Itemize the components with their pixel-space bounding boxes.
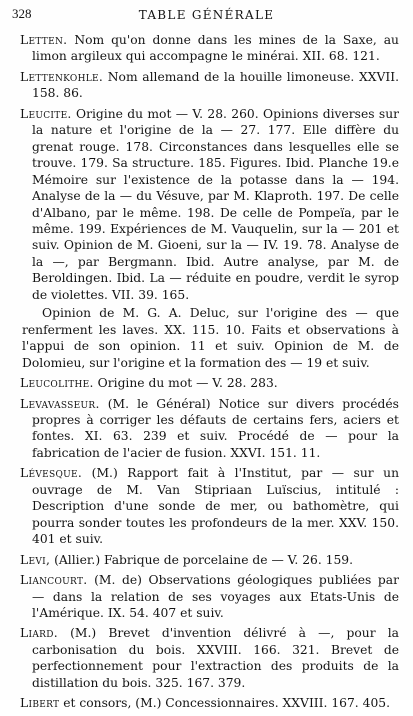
entry-text: (Allier.) Fabrique de porcelaine de — V. 26. 159.: [54, 552, 354, 567]
index-entry: [0, 375, 413, 391]
index-entry: [0, 32, 413, 65]
entry-headword: Lévesque.: [20, 466, 83, 481]
page-number: 328: [12, 6, 32, 21]
index-entry: [0, 552, 413, 568]
index-entry: [0, 625, 413, 691]
index-entry: [0, 572, 413, 621]
page-header: [0, 6, 413, 26]
index-entry: [0, 396, 413, 462]
index-entry: [0, 69, 413, 102]
entry-text: et consors, (M.) Concessionnaires. XXVIII. 167. 405.: [63, 696, 391, 711]
entry-headword: Liard.: [20, 626, 58, 641]
entry-headword: Libert: [20, 696, 60, 711]
running-title: TABLE GÉNÉRALE: [138, 8, 275, 22]
index-entry: [0, 695, 413, 711]
entry-text: Nom allemand de la houille limoneuse. XXVII. 158. 86.: [32, 69, 399, 101]
entry-text: (M. de) Observations géologiques publiées par — dans la relation de ses voyages aux Etats-Unis de l'Amérique. IX. 54. 407 et suiv.: [32, 573, 399, 620]
entry-text: Origine du mot — V. 28. 283.: [97, 376, 278, 391]
entry-text: Opinion de M. G. A. Deluc, sur l'origine des — que renferment les laves. XX. 115. 10. Faits et observations à l'appui de son opinion. 11 et suiv. Opinion de M. de Dolomieu, sur l'origine et la formation des — 19 et suiv.: [22, 306, 399, 370]
entry-text: (M. le Général) Notice sur divers procédés propres à corriger les défauts de certains fers, aciers et fontes. XI. 63. 239 et suiv. Procédé de — pour la fabrication de l'acier de fusion. XXVI. 151. 11.: [32, 396, 399, 460]
entry-headword: Lettenkohle.: [20, 69, 104, 84]
entry-text: (M.) Rapport fait à l'Institut, par — sur un ouvrage de M. Van Stipriaan Luïscius, intitulé : Description d'une sonde de mer, ou bathomètre, qui pourra sonder toutes les profondeurs de la mer. XXV. 150. 401 et suiv.: [32, 466, 399, 547]
index-entry: [0, 106, 413, 303]
index-entry-continuation: [0, 305, 413, 371]
entry-headword: Leucolithe.: [20, 376, 94, 391]
index-entries: [0, 32, 413, 716]
entry-headword: Levavasseur.: [20, 396, 100, 411]
entry-headword: Levi,: [20, 552, 51, 567]
index-entry: [0, 465, 413, 547]
entry-headword: Liancourt.: [20, 573, 88, 588]
entry-headword: Leucite.: [20, 106, 72, 121]
entry-text: Origine du mot — V. 28. 260. Opinions diverses sur la nature et l'origine de la — 27. 177. Elle diffère du grenat rouge. 178. Circonstances dans lesquelles elle se trouve. 179. Sa structure. 185. Figures. Ibid. Planche 19.e Mémoire sur l'existence de la potasse dans la — 194. Analyse de la — du Vésuve, par M. Klaproth. 197. De celle d'Albano, par le même. 198. De celle de Pompeïa, par le même. 199. Expériences de M. Vauquelin, sur la — 201 et suiv. Opinion de M. Gioeni, sur la — IV. 19. 78. Analyse de la —, par Bergmann. Ibid. Autre analyse, par M. de Beroldingen. Ibid. La — réduite en poudre, verdit le syrop de violettes. VII. 39. 165.: [32, 106, 399, 302]
entry-headword: Letten.: [20, 33, 68, 47]
entry-text: Nom qu'on donne dans les mines de la Saxe, au limon argileux qui accompagne le minérai. XII. 68. 121.: [32, 33, 399, 64]
entry-text: (M.) Brevet d'invention délivré à —, pour la carbonisation du bois. XXVIII. 166. 321. Brevet de perfectionnement pour l'extraction des produits de la distillation du bois. 325. 167. 379.: [32, 626, 399, 690]
